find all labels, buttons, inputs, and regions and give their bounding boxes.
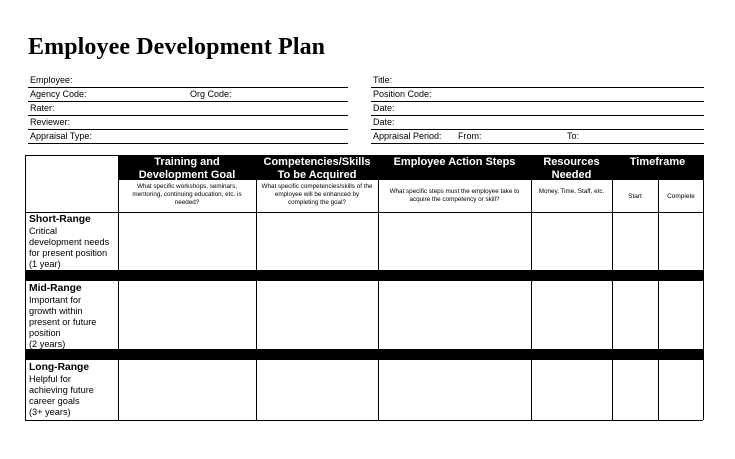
agency-code-label: Agency Code: <box>30 89 87 99</box>
mid-range-heading: Mid-Range <box>29 283 82 294</box>
position-code-label: Position Code: <box>373 89 432 99</box>
subheader-action-steps: What specific steps must the employee take to acquire the competency or skill? <box>389 188 520 203</box>
appraisal-type-label: Appraisal Type: <box>30 131 92 141</box>
long-range-desc-line: career goals <box>29 396 80 406</box>
short-range-desc-line: development needs <box>29 237 110 247</box>
mid-range-desc-line: Important for <box>29 295 82 305</box>
title-label: Title: <box>373 75 393 85</box>
short-range-desc-line: for present position <box>29 248 108 258</box>
mid-range-desc-line: (2 years) <box>29 339 66 349</box>
subheader-start: Start <box>628 193 642 200</box>
long-range-heading: Long-Range <box>29 362 90 373</box>
row-separator <box>25 349 703 360</box>
row-long-range <box>29 362 117 418</box>
short-range-desc-line: (1 year) <box>29 259 61 269</box>
subheader-complete: Complete <box>667 193 695 200</box>
long-range-desc-line: (3+ years) <box>29 407 71 417</box>
subheader-training-goal: What specific workshops, seminars, mentoring, continuing education, etc. is needed? <box>132 183 242 206</box>
row-short-range <box>29 214 117 270</box>
subheader-resources: Money, Time, Staff, etc. <box>538 188 605 195</box>
employee-label: Employee: <box>30 75 73 85</box>
long-range-desc-line: achieving future <box>29 385 94 395</box>
from-label: From: <box>458 131 482 141</box>
org-code-label: Org Code: <box>190 89 232 99</box>
reviewer-label: Reviewer: <box>30 117 71 127</box>
mid-range-desc-line: present or future <box>29 317 97 327</box>
short-range-desc-line: Critical <box>29 226 58 236</box>
short-range-heading: Short-Range <box>29 214 91 225</box>
date-label-1: Date: <box>373 103 395 113</box>
long-range-desc-line: Helpful for <box>29 374 71 384</box>
header-timeframe: Timeframe <box>612 155 703 180</box>
header-training-goal: Training and Development Goal <box>118 155 256 180</box>
mid-range-desc-line: position <box>29 328 61 338</box>
header-competencies: Competencies/Skills To be Acquired <box>256 155 378 180</box>
header-action-steps: Employee Action Steps <box>378 155 531 180</box>
row-mid-range <box>29 283 117 350</box>
subheader-competencies: What specific competencies/skills of the employee will be enhanced by completing the goal? <box>261 183 373 206</box>
row-separator <box>25 270 703 281</box>
mid-range-desc-line: growth within <box>29 306 83 316</box>
header-resources: Resources Needed <box>531 155 612 180</box>
rater-label: Rater: <box>30 103 55 113</box>
appraisal-period-label: Appraisal Period: <box>373 131 442 141</box>
page-title: Employee Development Plan <box>28 34 326 60</box>
to-label: To: <box>567 131 580 141</box>
date-label-2: Date: <box>373 117 395 127</box>
